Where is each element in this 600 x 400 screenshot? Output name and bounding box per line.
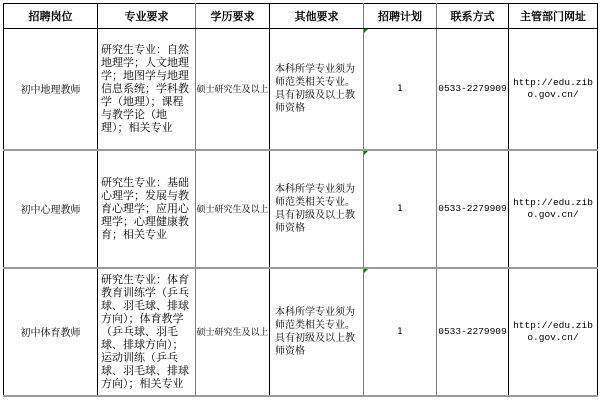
website-link[interactable]: http://edu.zibo.gov.cn/	[513, 196, 593, 220]
degree-requirement-cell: 硕士研究生及以上	[196, 29, 270, 150]
table-row-geography-teacher	[4, 29, 598, 150]
contact-phone-cell: 0533-2279909	[437, 268, 509, 396]
plan-count-cell	[364, 150, 437, 268]
plan-count-value: 1	[397, 203, 403, 214]
number-as-text-indicator-icon	[364, 151, 368, 155]
department-website-cell[interactable]	[509, 29, 598, 150]
plan-count-cell	[364, 29, 437, 150]
number-as-text-indicator-icon	[364, 29, 368, 33]
column-header-major: 专业要求	[98, 4, 196, 29]
header-row	[4, 4, 598, 29]
column-header-position: 招聘岗位	[4, 4, 98, 29]
column-header-contact: 联系方式	[437, 4, 509, 29]
contact-phone-cell: 0533-2279909	[437, 150, 509, 268]
major-requirements-cell: 研究生专业：基础心理学；发展与教育心理学；应用心理学；心理健康教育；相关专业	[98, 150, 196, 268]
position-cell: 初中地理教师	[4, 29, 98, 150]
website-link[interactable]: http://edu.zibo.gov.cn/	[513, 76, 593, 100]
other-requirements-cell: 本科所学专业须为师范类相关专业。具有初级及以上教师资格	[270, 268, 364, 396]
plan-count-value: 1	[397, 83, 403, 94]
column-header-degree: 学历要求	[196, 4, 270, 29]
plan-count-cell	[364, 268, 437, 396]
contact-phone-cell: 0533-2279909	[437, 29, 509, 150]
position-cell: 初中心理教师	[4, 150, 98, 268]
other-requirements-cell: 本科所学专业须为师范类相关专业。具有初级及以上教师资格	[270, 29, 364, 150]
degree-requirement-cell: 硕士研究生及以上	[196, 150, 270, 268]
column-header-plan: 招聘计划	[364, 4, 437, 29]
recruitment-table	[3, 3, 598, 397]
table-row-pe-teacher	[4, 268, 598, 396]
plan-count-value: 1	[397, 326, 403, 337]
department-website-cell[interactable]	[509, 268, 598, 396]
major-requirements-cell: 研究生专业：体育教育训练学（乒乓球、羽毛球、排球方向）；体育教学（乒乓球、羽毛球、排球方向）；运动训练（乒乓球、羽毛球、排球方向）；相关专业	[98, 268, 196, 396]
other-requirements-cell: 本科所学专业须为师范类相关专业。具有初级及以上教师资格	[270, 150, 364, 268]
number-as-text-indicator-icon	[364, 269, 368, 273]
position-cell: 初中体育教师	[4, 268, 98, 396]
column-header-website: 主管部门网址	[509, 4, 598, 29]
degree-requirement-cell: 硕士研究生及以上	[196, 268, 270, 396]
table-row-psychology-teacher	[4, 150, 598, 268]
website-link[interactable]: http://edu.zibo.gov.cn/	[513, 319, 593, 343]
major-requirements-cell: 研究生专业：自然地理学；人文地理学；地图学与地理信息系统；学科教学（地理）；课程与教学论（地理）；相关专业	[98, 29, 196, 150]
department-website-cell[interactable]	[509, 150, 598, 268]
column-header-other: 其他要求	[270, 4, 364, 29]
